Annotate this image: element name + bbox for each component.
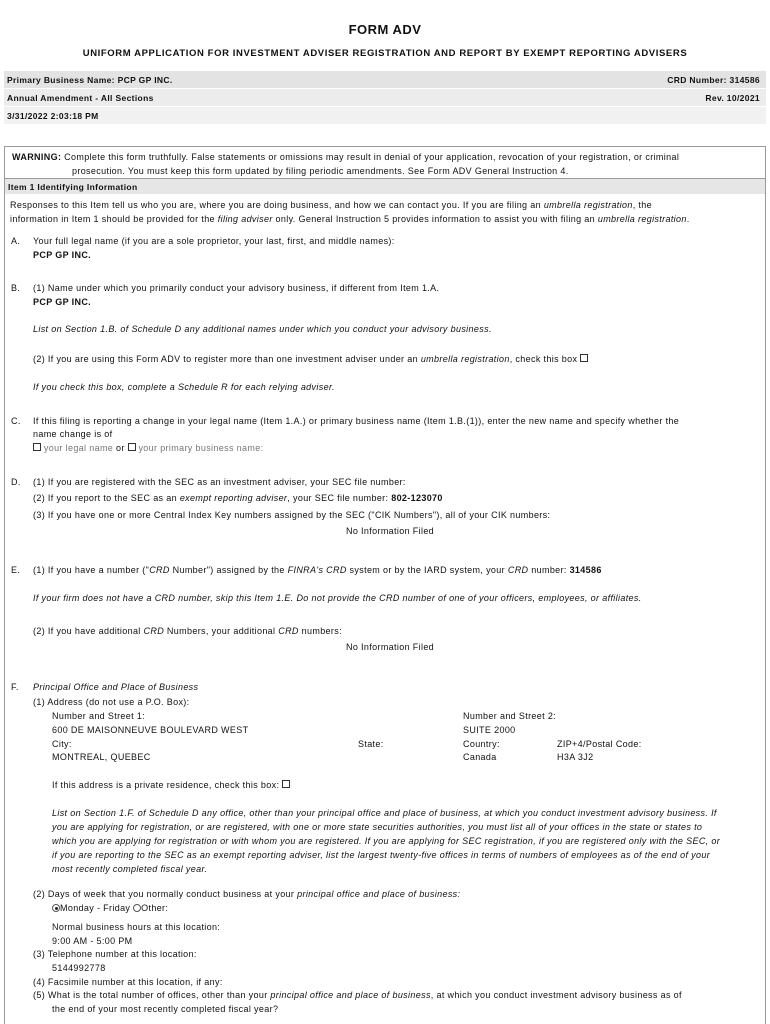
item-f3-question: (3) Telephone number at this location: [33, 949, 197, 959]
warning-label: WARNING: [12, 152, 62, 162]
e2-term: CRD [278, 626, 299, 636]
item-c-line-1: If this filing is reporting a change in your legal name (Item 1.A.) or primary business name (Item 1.B.(1)), enter the new name and specify whether the [33, 416, 680, 426]
legal-name-change-checkbox[interactable] [33, 443, 41, 451]
business-name-change-checkbox[interactable] [128, 443, 136, 451]
e1-text: Number") assigned by the [169, 565, 288, 575]
intro-term: umbrella registration [543, 200, 633, 210]
b2-text: , check this box [509, 354, 578, 364]
item-1-heading-bar [5, 179, 765, 194]
f5-text: , at which you conduct investment advisory business as of [430, 990, 682, 1000]
item-f-label: F. [11, 682, 19, 692]
hours-value: 9:00 AM - 5:00 PM [52, 936, 133, 946]
header-bar-timestamp [4, 107, 766, 124]
warning-text-2: prosecution. You must keep this form updated by filing periodic amendments. See Form ADV General Instruction 4. [72, 166, 569, 176]
other-days-label: Other: [141, 903, 169, 913]
private-residence-text: If this address is a private residence, check this box: [52, 780, 280, 790]
e1-text: system or by the IARD system, your [346, 565, 508, 575]
item-c-options [33, 443, 263, 453]
d2-text: (2) If you report to the SEC as an [33, 493, 180, 503]
e1-term: CRD [507, 565, 529, 575]
business-name: Primary Business Name: PCP GP INC. [7, 75, 173, 85]
filing-timestamp: 3/31/2022 2:03:18 PM [7, 111, 99, 121]
street1-label: Number and Street 1: [52, 711, 146, 721]
item-d2-question [33, 493, 443, 503]
business-days-options [52, 903, 168, 913]
or-text: or [116, 443, 125, 453]
form-title: FORM ADV [348, 22, 422, 37]
item-f2-question [33, 889, 460, 899]
header-bar-business [4, 71, 766, 88]
street2-label: Number and Street 2: [463, 711, 557, 721]
e1-text: (1) If you have a number (" [33, 565, 150, 575]
state-label: State: [358, 739, 384, 749]
item-d3-question: (3) If you have one or more Central Index Key numbers assigned by the SEC ("CIK Numbers"), all of your CIK numbers: [33, 510, 551, 520]
item-e2-question [33, 626, 342, 636]
city-label: City: [52, 739, 72, 749]
city-value: MONTREAL, QUEBEC [52, 752, 151, 762]
item-d1-question: (1) If you are registered with the SEC as an investment adviser, your SEC file number: [33, 477, 406, 487]
e1-term: CRD [149, 565, 170, 575]
item-b1-question: (1) Name under which you primarily conduct your advisory business, if different from Item 1.A. [33, 283, 440, 293]
item-b2-note: If you check this box, complete a Schedule R for each relying adviser. [33, 382, 335, 392]
intro-term: umbrella registration [597, 214, 687, 224]
item-b1-note: List on Section 1.B. of Schedule D any additional names under which you conduct your advisory business. [33, 324, 492, 334]
item-f-note-5: most recently completed fiscal year. [52, 864, 208, 874]
other-days-radio[interactable] [133, 904, 141, 912]
f5-term: principal office and place of business [270, 990, 431, 1000]
b2-term: umbrella registration [420, 354, 510, 364]
e2-term: CRD [143, 626, 165, 636]
monday-friday-radio[interactable] [52, 904, 60, 912]
item-f-note-1: List on Section 1.F. of Schedule D any office, other than your principal office and place of business, at which you conduct investment advisory business. If [52, 808, 717, 818]
e1-term: FINRA's CRD [287, 565, 347, 575]
intro-text: , the [632, 200, 652, 210]
item-e1-question [33, 565, 602, 575]
item-f-heading: Principal Office and Place of Business [33, 682, 199, 692]
item-e1-note: If your firm does not have a CRD number, skip this Item 1.E. Do not provide the CRD number of one of your officers, employees, or affiliates. [33, 593, 642, 603]
street1-value: 600 DE MAISONNEUVE BOULEVARD WEST [52, 725, 249, 735]
item-f-note-2: you are applying for registration, or are registered, with one or more state securities authorities, you must list all of your offices in the state or states to [52, 822, 703, 832]
f2-text: (2) Days of week that you normally conduct business at your [33, 889, 298, 899]
b2-text: (2) If you are using this Form ADV to register more than one investment adviser under an [33, 354, 421, 364]
warning-text-1: Complete this form truthfully. False statements or omissions may result in denial of your application, revocation of your registration, or criminal [64, 152, 680, 162]
item-e-label: E. [11, 565, 21, 575]
item-1-intro-line-1 [10, 200, 652, 210]
telephone-value: 5144992778 [52, 963, 106, 973]
intro-text: . [686, 214, 690, 224]
d2-term: exempt reporting adviser [179, 493, 288, 503]
item-f5-question-line-2: the end of your most recently completed fiscal year? [52, 1004, 279, 1014]
f2-term: principal office and place of business: [297, 889, 461, 899]
f5-text: (5) What is the total number of offices, other than your [33, 990, 271, 1000]
business-name-value: PCP GP INC. [33, 297, 92, 307]
item-a-label: A. [11, 236, 21, 246]
country-value: Canada [463, 752, 497, 762]
e2-text: numbers: [298, 626, 342, 636]
item-f4-question: (4) Facsimile number at this location, if any: [33, 977, 223, 987]
e1-text: number: [528, 565, 570, 575]
country-label: Country: [463, 739, 500, 749]
form-revision: Rev. 10/2021 [705, 93, 760, 103]
amendment-type: Annual Amendment - All Sections [7, 93, 154, 103]
d2-text: , your SEC file number: [287, 493, 392, 503]
item-f-note-4: if you are reporting to the SEC as an exempt reporting adviser, list the largest twenty-five offices in terms of numbers of employees as of the end of your [52, 850, 711, 860]
zip-label: ZIP+4/Postal Code: [557, 739, 642, 749]
street2-value: SUITE 2000 [463, 725, 516, 735]
item-d-label: D. [11, 477, 21, 487]
item-c-label: C. [11, 416, 21, 426]
crd-number: CRD Number: 314586 [667, 75, 760, 85]
legal-name-value: PCP GP INC. [33, 250, 92, 260]
cik-numbers-value: No Information Filed [346, 526, 435, 536]
intro-term: filing adviser [217, 214, 273, 224]
zip-value: H3A 3J2 [557, 752, 594, 762]
hours-label: Normal business hours at this location: [52, 922, 221, 932]
legal-name-option: your legal name [43, 443, 114, 453]
private-residence-question [52, 780, 290, 790]
form-subtitle: UNIFORM APPLICATION FOR INVESTMENT ADVISER REGISTRATION AND REPORT BY EXEMPT REPORTING ADVISERS [82, 48, 688, 59]
e2-text: Numbers, your additional [164, 626, 279, 636]
umbrella-registration-checkbox[interactable] [580, 354, 588, 362]
monday-friday-label: Monday - Friday [60, 903, 131, 913]
private-residence-checkbox[interactable] [282, 780, 290, 788]
warning-line-1 [12, 152, 679, 162]
business-name-option: your primary business name: [138, 443, 264, 453]
intro-text: information in Item 1 should be provided for the [10, 214, 218, 224]
intro-text: Responses to this Item tell us who you are, where you are doing business, and how we can contact you. If you are filing an [10, 200, 544, 210]
item-b-label: B. [11, 283, 21, 293]
item-c-line-2: name change is of [33, 429, 113, 439]
crd-number-value: 314586 [569, 565, 602, 575]
intro-text: only. General Instruction 5 provides information to assist you with filing an [272, 214, 598, 224]
e2-text: (2) If you have additional [33, 626, 144, 636]
additional-crd-value: No Information Filed [346, 642, 435, 652]
item-1-intro-line-2 [10, 214, 690, 224]
item-1-heading: Item 1 Identifying Information [8, 182, 138, 192]
sec-file-number: 802-123070 [391, 493, 443, 503]
item-f-note-3: which you are applying for registration or with whom you are registered. If you are applying for SEC registration, if you are registered only with the SEC, or [52, 836, 721, 846]
item-f1-question: (1) Address (do not use a P.O. Box): [33, 697, 190, 707]
item-b2-question [33, 354, 588, 364]
header-bar-amendment [4, 89, 766, 106]
item-f5-question [33, 990, 682, 1000]
item-a-question: Your full legal name (if you are a sole proprietor, your last, first, and middle names): [33, 236, 395, 246]
